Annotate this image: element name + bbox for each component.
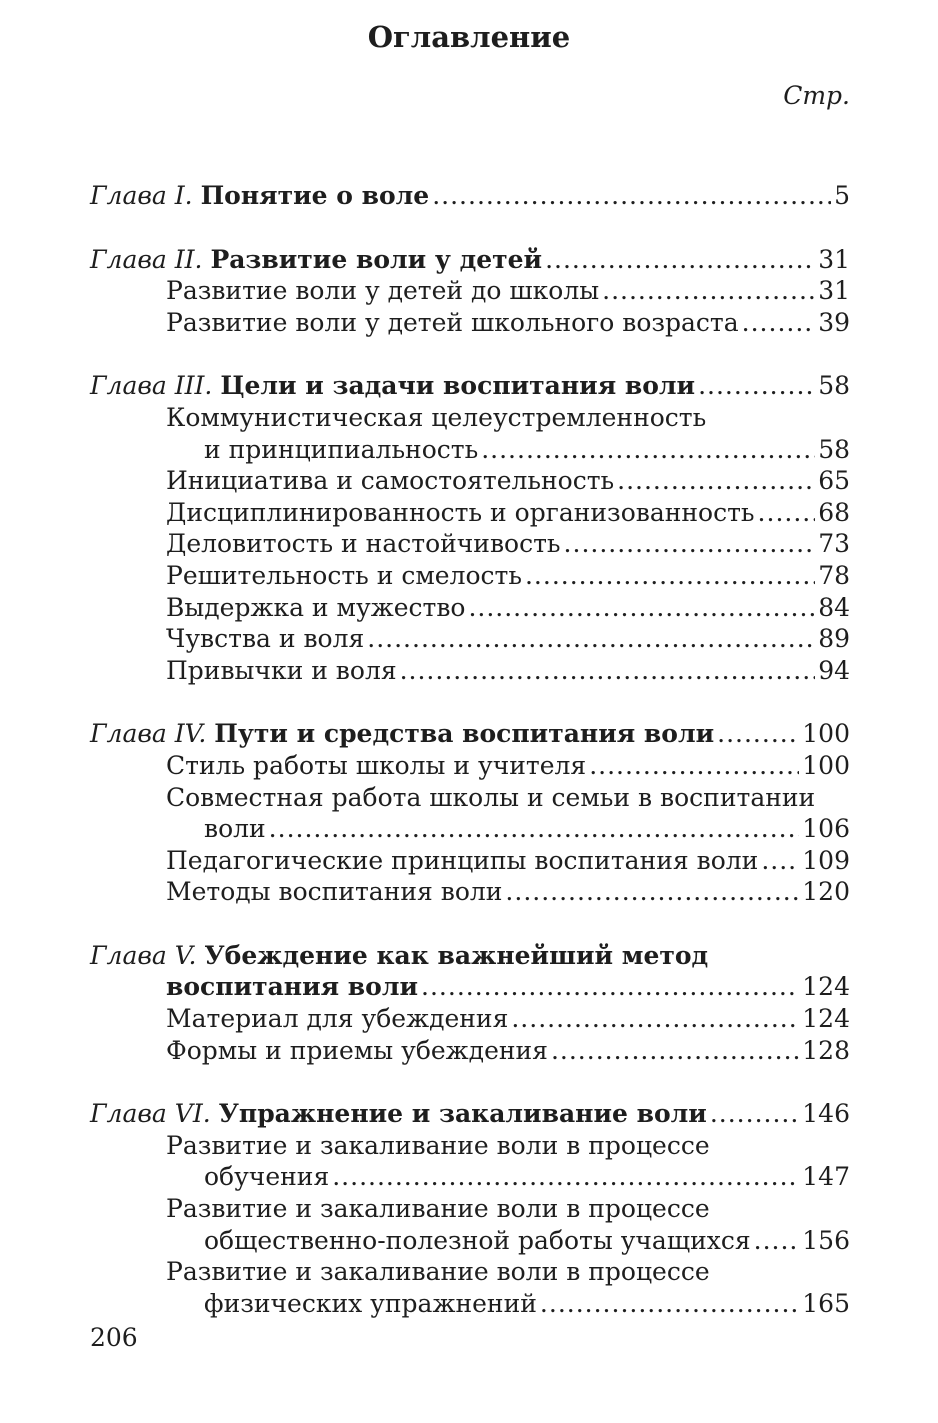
page-ref: 124 bbox=[802, 972, 850, 1002]
page-ref: 94 bbox=[818, 655, 850, 685]
page-title: Оглавление bbox=[367, 20, 571, 54]
chapter-title: Пути и средства воспитания воли bbox=[214, 719, 715, 749]
section-title: Деловитость и настойчивость bbox=[166, 529, 561, 559]
section-entry[interactable] bbox=[90, 750, 850, 782]
dot-leader bbox=[742, 307, 816, 339]
section-title-continued: воли bbox=[204, 814, 266, 844]
page-ref: 39 bbox=[818, 307, 850, 337]
section-title: Педагогические принципы воспитания воли bbox=[166, 845, 759, 875]
section-title: Чувства и воля bbox=[166, 624, 365, 654]
page-ref: 58 bbox=[818, 434, 850, 464]
section-entry[interactable] bbox=[90, 465, 850, 497]
section-entry[interactable] bbox=[90, 876, 850, 908]
chapter-heading[interactable] bbox=[90, 718, 850, 750]
chapter-heading[interactable] bbox=[90, 244, 850, 276]
page-ref: 120 bbox=[802, 877, 850, 907]
section-title: Формы и приемы убеждения bbox=[166, 1035, 548, 1065]
section-entry[interactable] bbox=[90, 813, 850, 845]
dot-leader bbox=[717, 718, 799, 750]
section-entry[interactable] bbox=[90, 1288, 850, 1320]
section-title: Решительность и смелость bbox=[166, 560, 522, 590]
chapter-title: Убеждение как важнейший метод bbox=[204, 940, 709, 970]
section-title: Дисциплинированность и организованность bbox=[166, 497, 755, 527]
section-title-line[interactable] bbox=[90, 1256, 850, 1288]
section-entry[interactable] bbox=[90, 275, 850, 307]
section-entry[interactable] bbox=[90, 1035, 850, 1067]
page-ref: 84 bbox=[818, 592, 850, 622]
dot-leader bbox=[332, 1161, 799, 1193]
section-title: Развитие воли у детей до школы bbox=[166, 276, 600, 306]
chapter-3 bbox=[90, 370, 850, 686]
page-column-header: Стр. bbox=[783, 81, 850, 110]
section-title-line[interactable] bbox=[90, 782, 850, 814]
section-title: Совместная работа школы и семьи в воспитании bbox=[166, 782, 816, 812]
section-entry[interactable] bbox=[90, 1225, 850, 1257]
dot-leader bbox=[421, 971, 799, 1003]
page-ref: 128 bbox=[802, 1035, 850, 1065]
dot-leader bbox=[710, 1098, 799, 1130]
chapter-heading-line[interactable] bbox=[90, 940, 850, 972]
chapter-heading[interactable] bbox=[90, 971, 850, 1003]
dot-leader bbox=[551, 1035, 799, 1067]
table-of-contents bbox=[90, 180, 850, 1351]
dot-leader bbox=[564, 528, 816, 560]
dot-leader bbox=[602, 275, 815, 307]
section-entry[interactable] bbox=[90, 497, 850, 529]
section-title-line[interactable] bbox=[90, 1193, 850, 1225]
section-title-continued: физических упражнений bbox=[204, 1288, 537, 1318]
page-ref: 156 bbox=[802, 1225, 850, 1255]
section-entry[interactable] bbox=[90, 434, 850, 466]
section-title-continued: общественно-полезной работы учащихся bbox=[204, 1225, 751, 1255]
dot-leader bbox=[400, 655, 816, 687]
section-title-line[interactable] bbox=[90, 402, 850, 434]
dot-leader bbox=[617, 465, 815, 497]
page-ref: 109 bbox=[802, 845, 850, 875]
section-entry[interactable] bbox=[90, 1161, 850, 1193]
chapter-label: Глава II. bbox=[90, 244, 203, 274]
section-title-continued: обучения bbox=[204, 1162, 330, 1192]
section-entry[interactable] bbox=[90, 307, 850, 339]
dot-leader bbox=[540, 1288, 799, 1320]
dot-leader bbox=[468, 592, 815, 624]
page-ref: 165 bbox=[802, 1288, 850, 1318]
dot-leader bbox=[761, 845, 799, 877]
dot-leader bbox=[525, 560, 815, 592]
chapter-heading[interactable] bbox=[90, 1098, 850, 1130]
chapter-title: Упражнение и закаливание воли bbox=[218, 1099, 707, 1129]
page-ref: 106 bbox=[802, 814, 850, 844]
page-ref: 100 bbox=[802, 719, 850, 749]
section-title-line[interactable] bbox=[90, 1130, 850, 1162]
page-ref: 31 bbox=[818, 244, 850, 274]
page-ref: 124 bbox=[802, 1004, 850, 1034]
section-title: Привычки и воля bbox=[166, 655, 397, 685]
section-title: Инициатива и самостоятельность bbox=[166, 466, 615, 496]
page-ref: 89 bbox=[818, 624, 850, 654]
dot-leader bbox=[511, 1003, 799, 1035]
section-entry[interactable] bbox=[90, 528, 850, 560]
page-ref: 78 bbox=[818, 560, 850, 590]
dot-leader bbox=[432, 180, 831, 212]
section-entry[interactable] bbox=[90, 845, 850, 877]
chapter-2 bbox=[90, 244, 850, 339]
page-ref: 58 bbox=[818, 371, 850, 401]
chapter-title-continued: воспитания воли bbox=[166, 972, 419, 1002]
page-ref: 73 bbox=[818, 529, 850, 559]
dot-leader bbox=[589, 750, 799, 782]
page-ref: 68 bbox=[818, 497, 850, 527]
chapter-1 bbox=[90, 180, 850, 212]
section-entry[interactable] bbox=[90, 1003, 850, 1035]
chapter-title: Развитие воли у детей bbox=[210, 244, 543, 274]
chapter-6 bbox=[90, 1098, 850, 1319]
dot-leader bbox=[698, 370, 815, 402]
chapter-label: Глава III. bbox=[90, 371, 213, 401]
dot-leader bbox=[758, 497, 816, 529]
page-number: 206 bbox=[90, 1323, 138, 1352]
chapter-heading[interactable] bbox=[90, 180, 850, 212]
chapter-label: Глава IV. bbox=[90, 719, 207, 749]
section-title: Материал для убеждения bbox=[166, 1004, 509, 1034]
section-title: Выдержка и мужество bbox=[166, 592, 466, 622]
dot-leader bbox=[545, 244, 815, 276]
section-title: Развитие и закаливание воли в процессе bbox=[166, 1257, 710, 1287]
section-entry[interactable] bbox=[90, 592, 850, 624]
chapter-5 bbox=[90, 940, 850, 1066]
page-ref: 31 bbox=[818, 276, 850, 306]
dot-leader bbox=[269, 813, 800, 845]
page-ref: 147 bbox=[802, 1162, 850, 1192]
page-ref: 5 bbox=[834, 181, 850, 210]
section-title: Коммунистическая целеустремленность bbox=[166, 402, 707, 432]
section-title: Развитие воли у детей школьного возраста bbox=[166, 307, 739, 337]
chapter-4 bbox=[90, 718, 850, 908]
chapter-title: Понятие о воле bbox=[200, 181, 430, 210]
section-entry[interactable] bbox=[90, 560, 850, 592]
chapter-heading[interactable] bbox=[90, 370, 850, 402]
section-title: Развитие и закаливание воли в процессе bbox=[166, 1194, 710, 1224]
chapter-label: Глава V. bbox=[90, 940, 197, 970]
section-title: Методы воспитания воли bbox=[166, 877, 503, 907]
dot-leader bbox=[367, 623, 815, 655]
page-ref: 146 bbox=[802, 1099, 850, 1129]
section-entry[interactable] bbox=[90, 623, 850, 655]
chapter-label: Глава I. bbox=[90, 181, 193, 210]
section-entry[interactable] bbox=[90, 655, 850, 687]
page-ref: 100 bbox=[802, 750, 850, 780]
chapter-label: Глава VI. bbox=[90, 1099, 211, 1129]
dot-leader bbox=[505, 876, 799, 908]
page-ref: 65 bbox=[818, 466, 850, 496]
section-title-continued: и принципиальность bbox=[204, 434, 479, 464]
dot-leader bbox=[481, 434, 815, 466]
dot-leader bbox=[754, 1225, 800, 1257]
section-title: Развитие и закаливание воли в процессе bbox=[166, 1130, 710, 1160]
chapter-title: Цели и задачи воспитания воли bbox=[220, 371, 696, 401]
section-title: Стиль работы школы и учителя bbox=[166, 750, 587, 780]
